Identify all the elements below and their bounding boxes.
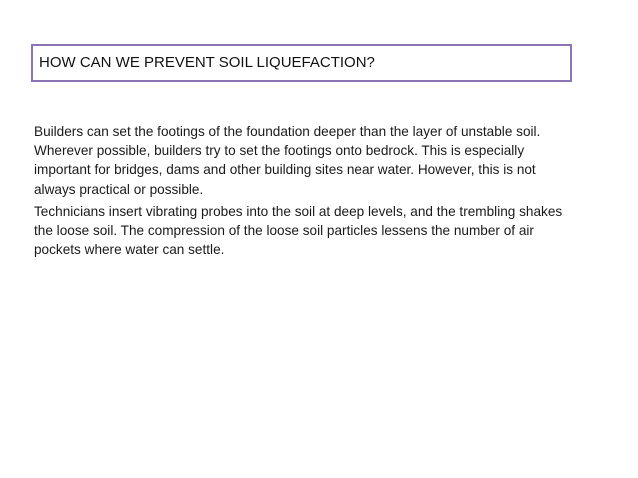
slide-body (34, 122, 574, 262)
title-box (31, 44, 572, 82)
body-paragraph-vibrating-probes: Technicians insert vibrating probes into the soil at deep levels, and the trembling shakes the loose soil. The compression of the loose soil particles lessens the number of air pockets where water can settle. (34, 203, 563, 258)
slide-title: HOW CAN WE PREVENT SOIL LIQUEFACTION? (39, 54, 375, 71)
body-paragraph-footings: Builders can set the footings of the foundation deeper than the layer of unstable soil. Wherever possible, builders try to set the footings onto bedrock. This is especially important for bridges, dams and other building sites near water. However, this is not always practical or possible. (34, 124, 541, 197)
